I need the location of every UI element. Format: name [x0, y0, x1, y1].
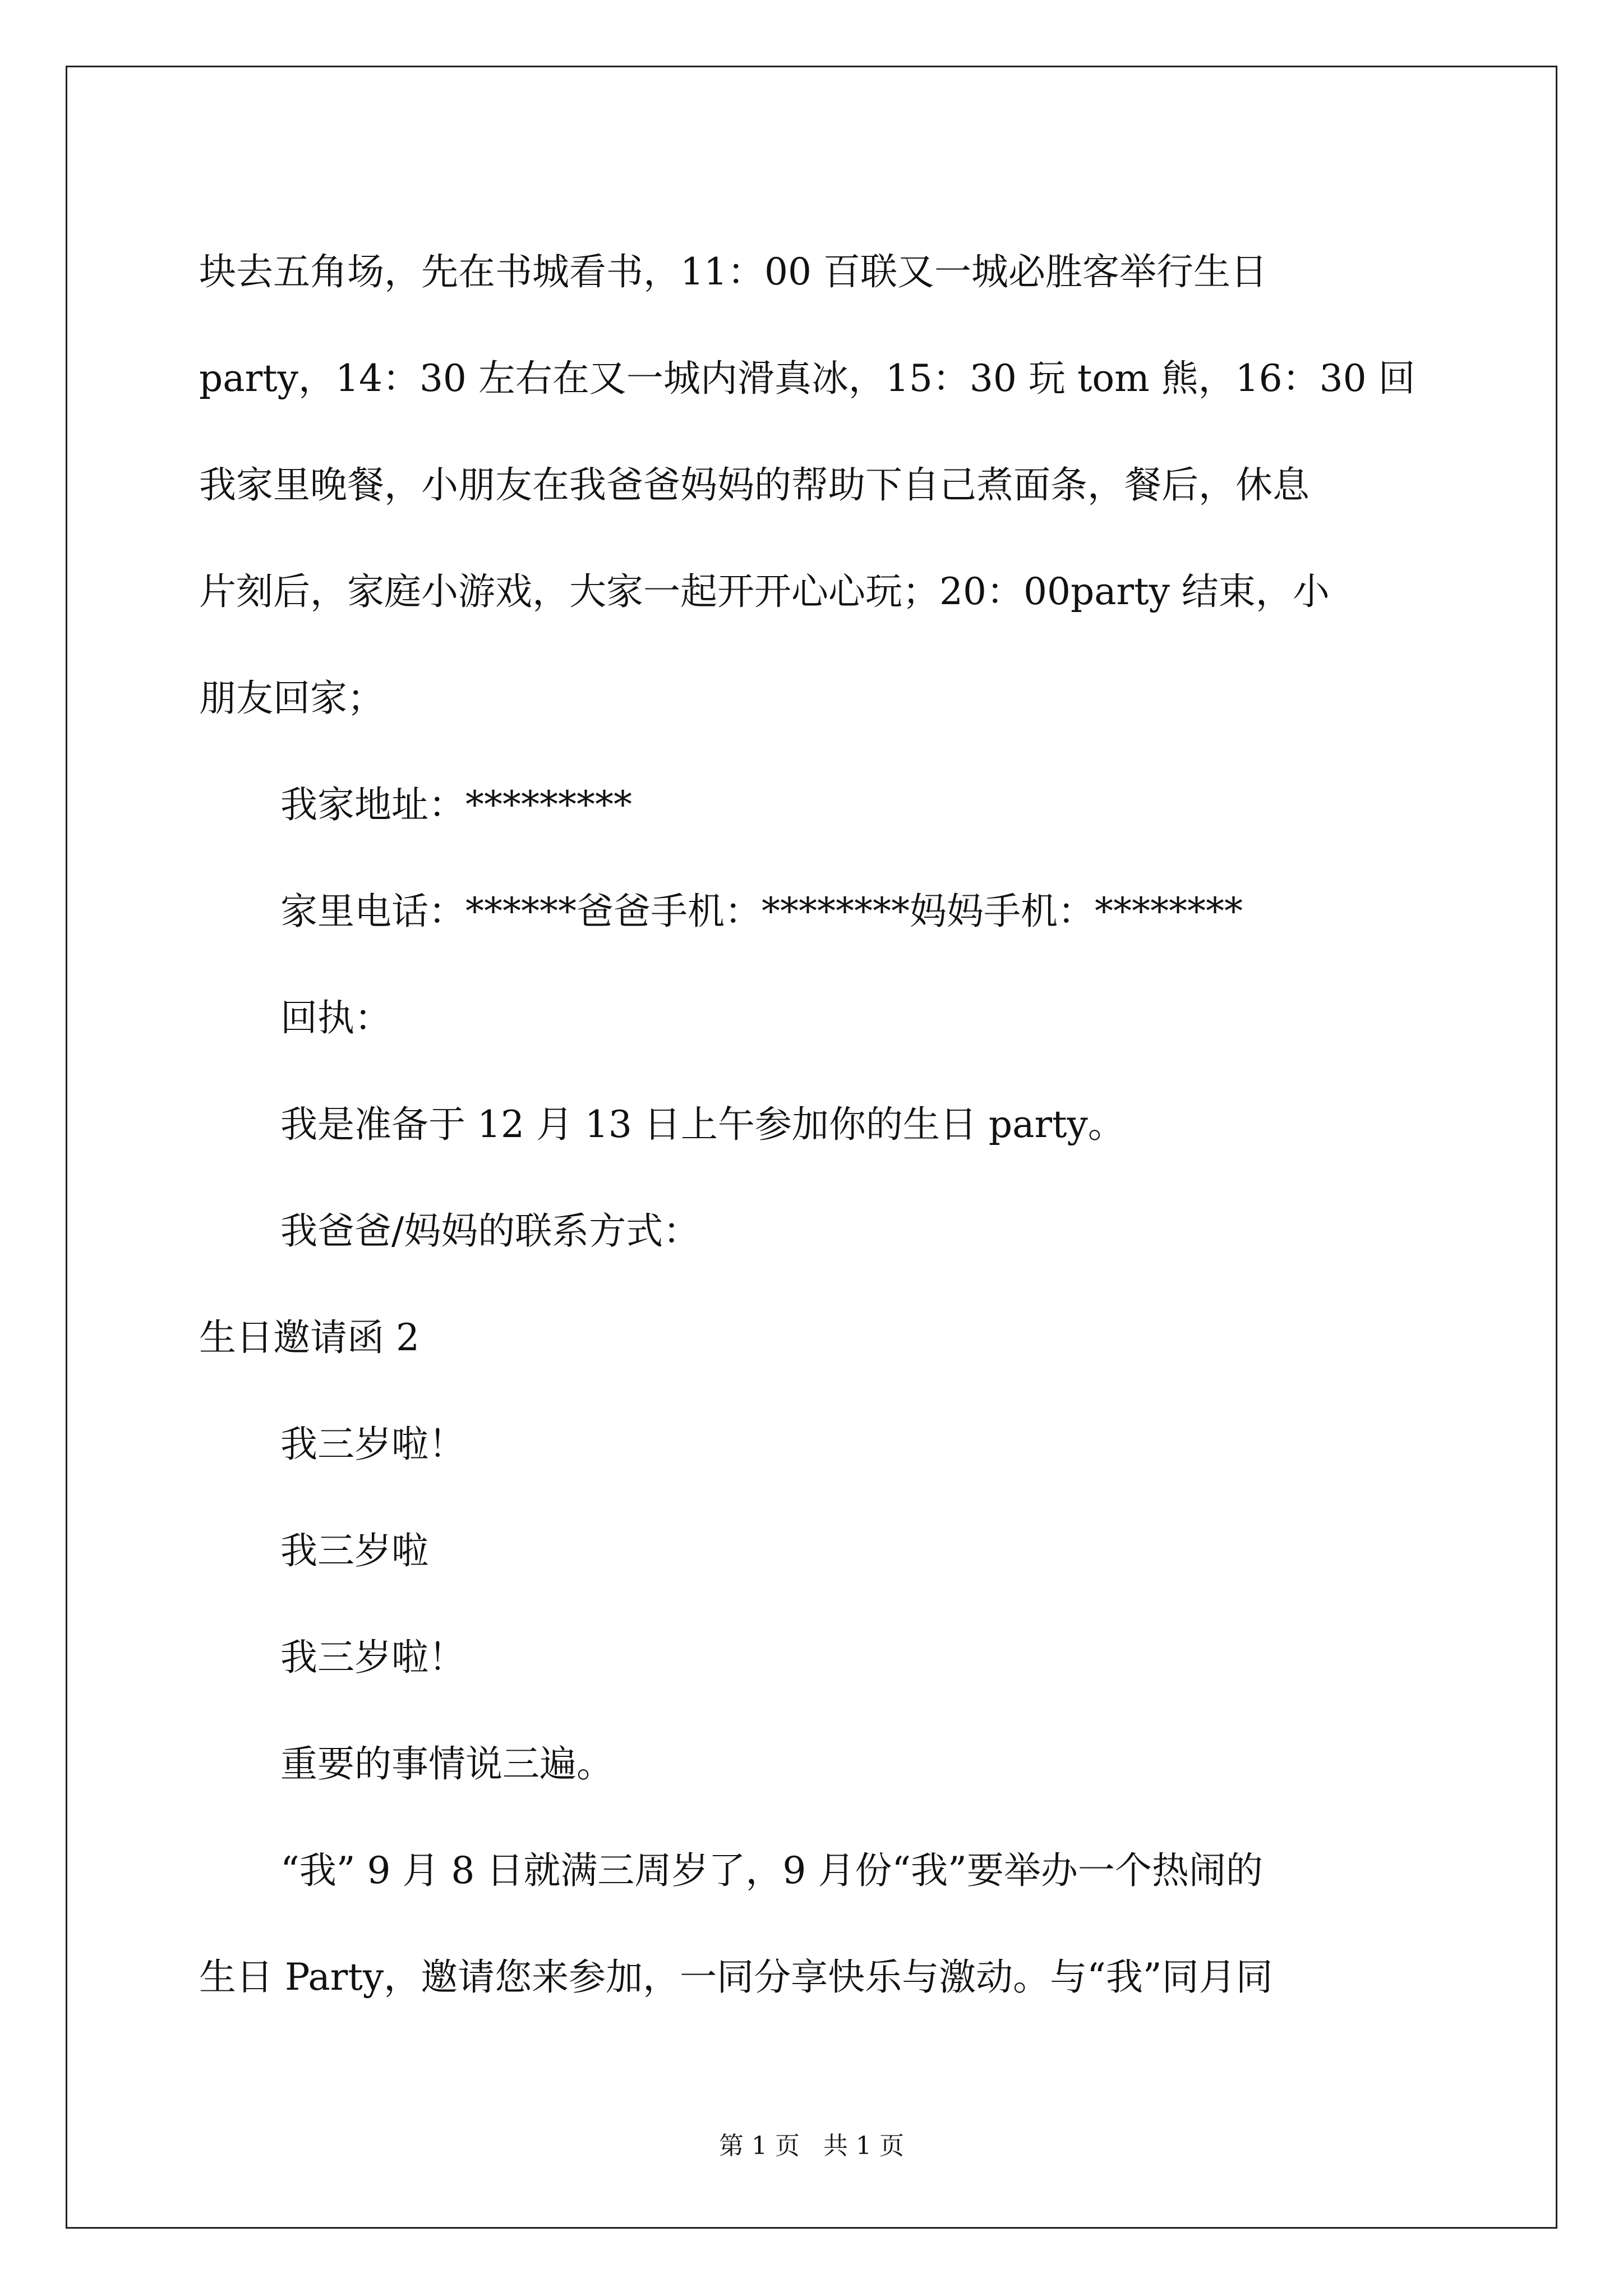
address-line: 我家地址：*********	[280, 783, 632, 826]
document-body	[199, 219, 1424, 2031]
paragraph-line: 重要的事情说三遍。	[280, 1742, 614, 1786]
paragraph-line: 片刻后，家庭小游戏，大家一起开开心心玩；20：00party 结束，小	[199, 570, 1330, 613]
paragraph-line: 朋友回家；	[199, 677, 384, 720]
paragraph-line: 生日 Party，邀请您来参加，一同分享快乐与激动。与“我”同月同	[199, 1955, 1273, 1999]
phone-line: 家里电话：******爸爸手机：********妈妈手机：********	[280, 890, 1243, 933]
section-title: 生日邀请函 2	[199, 1316, 419, 1359]
reply-heading: 回执：	[280, 996, 391, 1039]
contact-line: 我爸爸/妈妈的联系方式：	[280, 1209, 700, 1253]
paragraph-line: 我三岁啦！	[280, 1636, 465, 1679]
page-footer: 第 1 页 共 1 页	[719, 2132, 904, 2160]
paragraph-line: 我家里晚餐，小朋友在我爸爸妈妈的帮助下自己煮面条，餐后，休息	[199, 463, 1310, 507]
paragraph-line: “我” 9 月 8 日就满三周岁了，9 月份“我”要举办一个热闹的	[280, 1849, 1263, 1892]
paragraph-line: party，14：30 左右在又一城内滑真冰，15：30 玩 tom 熊，16：30 回	[199, 357, 1415, 400]
paragraph-line: 我三岁啦	[280, 1529, 428, 1572]
reply-line: 我是准备于 12 月 13 日上午参加你的生日 party。	[280, 1103, 1125, 1146]
paragraph-line: 我三岁啦！	[280, 1423, 465, 1466]
paragraph-line: 块去五角场，先在书城看书，11：00 百联又一城必胜客举行生日	[199, 250, 1267, 293]
